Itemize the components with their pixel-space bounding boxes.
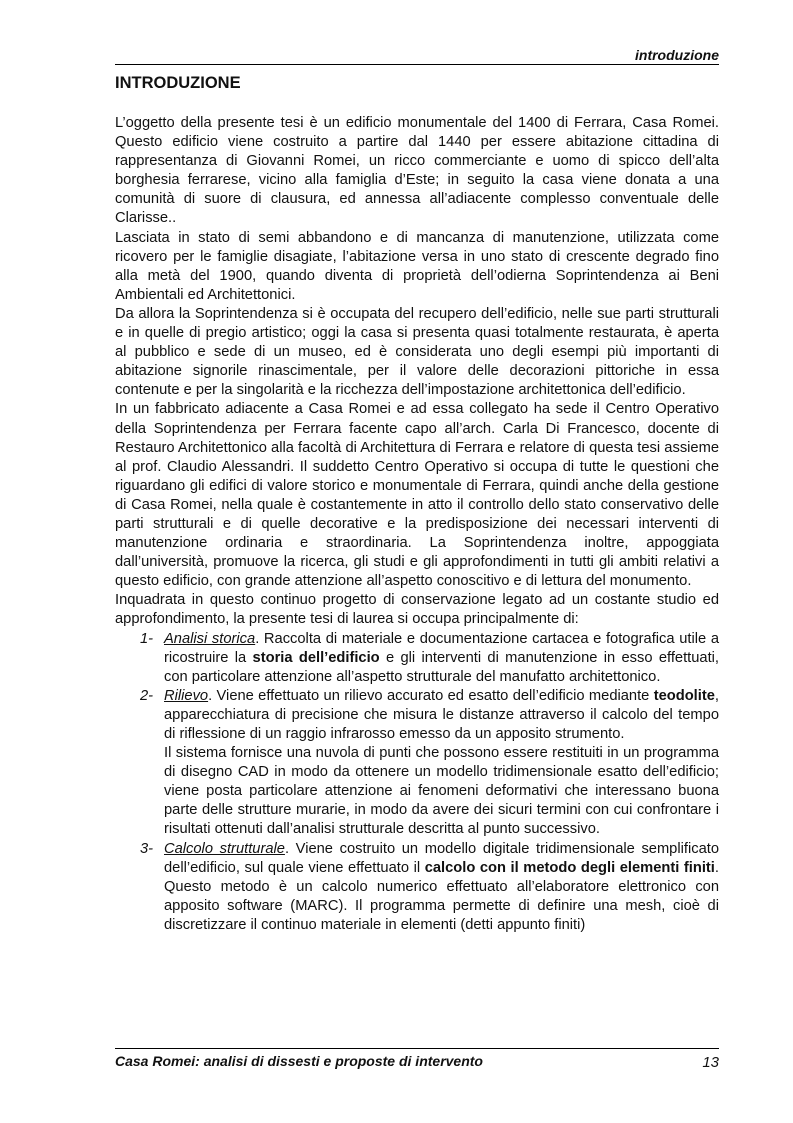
list-item-bold: calcolo con il metodo degli elementi finiti (424, 859, 715, 876)
list-item-text: e gli interventi di manutenzione in esso effettuati, con particolare attenzione all’aspetto strutturale del manufatto architettonico. (164, 649, 719, 685)
body-text (115, 114, 719, 935)
topics-list (115, 630, 719, 936)
paragraph: In un fabbricato adiacente a Casa Romei e ad essa collegato ha sede il Centro Operativo della Soprintendenza per Ferrara facente capo all’arch. Carla Di Francesco, docente di Restauro Architettonico alla facoltà di Architettura di Ferrara e relatore di questa tesi assieme al prof. Claudio Alessandri. Il suddetto Centro Operativo si occupa di tutte le questioni che riguardano gli edifici di valore storico e monumentale di Ferrara, quindi anche della gestione di Casa Romei, nella quale è costantemente in atto il controllo dello stato conservativo delle parti strutturali e di quelle decorative e la predisposizione dei necessari interventi di manutenzione ordinaria e straordinaria. La Soprintendenza inoltre, appoggiata dall’università, promuove la ricerca, gli studi e gli approfondimenti in tutti gli ambiti relativi a questo edificio, con grande attenzione all’aspetto conoscitivo e di lettura del monumento. (115, 401, 719, 590)
list-item-heading: Calcolo strutturale (164, 840, 285, 857)
list-item-extra-paragraph: Il sistema fornisce una nuvola di punti che possono essere restituiti in un programma di disegno CAD in modo da ottenere un modello tridimensionale esatto dell’edificio; viene posta particolare attenzione ai fenomeni deformativi che interessano buona parte delle strutture murarie, in modo da avere dei sicuri termini con cui confrontare i risultati ottenuti dall’analisi strutturale descritta al punto successivo. (164, 745, 719, 838)
list-item (115, 840, 719, 935)
list-item-text: . Viene costruito un modello digitale tridimensionale semplificato dell’edificio, sul quale viene effettuato il (164, 840, 719, 876)
list-item (115, 630, 719, 687)
paragraph: Lasciata in stato di semi abbandono e di mancanza di manutenzione, utilizzata come ricovero per le famiglie disagiate, l’abitazione versa in uno stato di crescente degrado fino alla metà del 1900, quando diventa di proprietà dell’odierna Soprintendenza ai Beni Ambientali ed Architettonici. (115, 229, 719, 303)
list-number: 1- (140, 630, 154, 647)
page-title: INTRODUZIONE (115, 74, 241, 92)
list-item-bold: storia dell’edificio (252, 649, 380, 666)
paragraph: Inquadrata in questo continuo progetto di conservazione legato ad un costante studio ed approfondimento, la presente tesi di laurea si occupa principalmente di: (115, 592, 719, 628)
list-item-heading: Rilievo (164, 687, 209, 704)
list-item-text: . Viene effettuato un rilievo accurato ed esatto dell’edificio mediante (208, 687, 654, 704)
running-header-title: introduzione (635, 47, 719, 63)
list-item-heading: Analisi storica (164, 630, 256, 647)
list-item-text: . Raccolta di materiale e documentazione cartacea e fotografica utile a ricostruire la (164, 630, 719, 666)
page-number: 13 (702, 1054, 719, 1071)
running-header (115, 46, 719, 65)
paragraph: L’oggetto della presente tesi è un edificio monumentale del 1400 di Ferrara, Casa Romei. Questo edificio viene costruito a partire dal 1440 per essere abitazione cittadina di rappresentanza di Giovanni Romei, un ricco commerciante e uomo di spicco dell’alta borghesia ferrarese, vicino alla famiglia d’Este; in seguito la casa viene donata a una comunità di suore di clausura, ed annessa all’adiacente complesso conventuale delle Clarisse.. (115, 115, 719, 227)
paragraph: Da allora la Soprintendenza si è occupata del recupero dell’edificio, nelle sue parti strutturali e in quelle di pregio artistico; oggi la casa si presenta quasi totalmente restaurata, è aperta al pubblico e sede di un museo, ed è considerata uno degli esempi più importanti di abitazione signorile rinascimentale, per il valore delle decorazioni pittoriche in essa contenute e per la singolarità e la ricchezza dell’impostazione architettonica dell’edificio. (115, 305, 719, 399)
list-number: 2- (140, 687, 154, 704)
page-footer (115, 1048, 719, 1071)
list-item (115, 687, 719, 840)
list-number: 3- (140, 840, 154, 857)
footer-title: Casa Romei: analisi di dissesti e proposte di intervento (115, 1053, 483, 1069)
list-item-text: . Questo metodo è un calcolo numerico effettuato all’elaboratore elettronico con apposito software (MARC). Il programma permette di definire una mesh, cioè di discretizzare il continuo materiale in elementi (detti appunto finiti) (164, 859, 719, 933)
list-item-bold: teodolite (653, 687, 715, 704)
list-item-text: , apparecchiatura di precisione che misura le distanze attraverso il calcolo del tempo di riflessione di un raggio infrarosso emesso da un apposito strumento. (164, 687, 719, 742)
